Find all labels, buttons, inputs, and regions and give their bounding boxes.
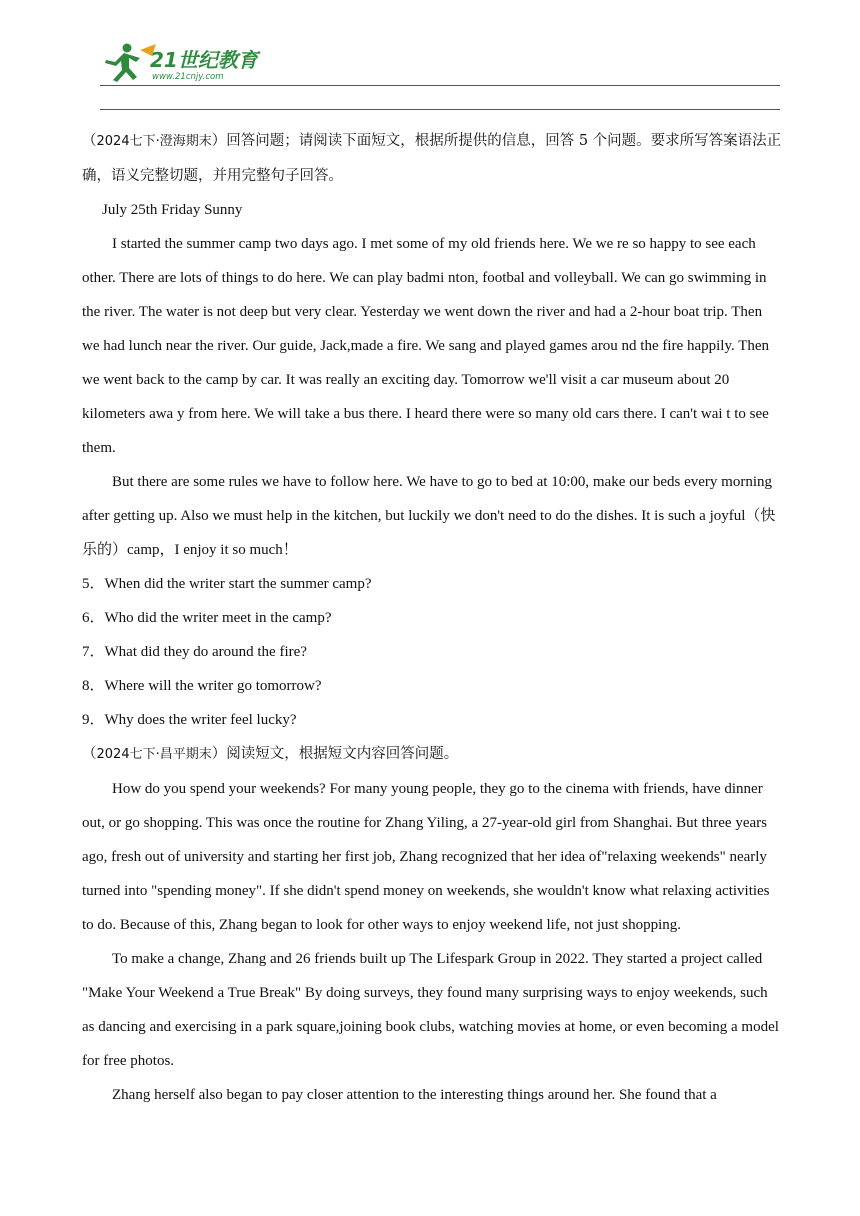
document-body	[82, 124, 782, 1112]
passage2-paragraph: How do you spend your weekends? For many young people, they go to the cinema with friends, have dinner out, or go shopping. This was once the routine for Zhang Yiling, a 27-year-old girl from Shanghai. But three years ago, fresh out of university and starting her first job, Zhang recognized that her idea of"relaxing weekends" nearly turned into "spending money". If she didn't spend money on weekends, she wouldn't know what relaxing activities to do. Because of this, Zhang began to look for other ways to enjoy weekend life, not just shopping.	[82, 781, 770, 933]
passage2-source: （2024七下·昌平期末）阅读短文，根据短文内容回答问题。	[82, 746, 459, 762]
passage1-source: （2024七下·澄海期末）回答问题；请阅读下面短文，根据所提供的信息，回答 5 个问题。要求所写答案语法正确，语义完整切题，并用完整句子回答。	[82, 133, 782, 184]
passage1-paragraph: But there are some rules we have to follow here. We have to go to bed at 10:00, make our beds every morning after getting up. Also we must help in the kitchen, but luckily we don't need to do the dishes. It is such a joyful（快乐的）camp，I enjoy it so much！	[82, 474, 776, 558]
question: 6．Who did the writer meet in the camp?	[82, 610, 332, 626]
question: 5．When did the writer start the summer camp?	[82, 576, 372, 592]
question: 8．Where will the writer go tomorrow?	[82, 678, 322, 694]
header-rule	[100, 85, 780, 86]
source-tag: 2024七下·澄海期末	[96, 134, 212, 149]
header-rule-lower	[100, 109, 780, 110]
diary-date: July 25th Friday Sunny	[102, 202, 243, 218]
logo-text: 21世纪教育	[150, 48, 258, 72]
passage2-paragraph: To make a change, Zhang and 26 friends built up The Lifespark Group in 2022. They started a project called "Make Your Weekend a True Break" By doing surveys, they found many surprising ways to enjoy weekends, such as dancing and exercising in a park square,joining book clubs, watching movies at home, or even becoming a model for free photos.	[82, 951, 779, 1069]
passage2-paragraph: Zhang herself also began to pay closer attention to the interesting things around her. She found that a	[112, 1087, 717, 1103]
source-tag: 2024七下·昌平期末	[96, 747, 212, 762]
passage1-paragraph: I started the summer camp two days ago. I met some of my old friends here. We we re so happy to see each other. There are lots of things to do here. We can play badmi nton, footbal and volleyball. We can go swimming in the river. The water is not deep but very clear. Yesterday we went down the river and had a 2-hour boat trip. Then we had lunch near the river. Our guide, Jack,made a fire. We sang and played games arou nd the fire happily. Then we went back to the camp by car. It was really an exciting day. Tomorrow we'll visit a car museum about 20 kilometers awa y from here. We will take a bus there. I heard there were so many old cars there. I can't wai t to see them.	[82, 236, 770, 456]
question: 7．What did they do around the fire?	[82, 644, 307, 660]
21cnjy-logo	[100, 40, 280, 86]
question: 9．Why does the writer feel lucky?	[82, 712, 297, 728]
logo-url: www.21cnjy.com	[152, 72, 224, 82]
runner-icon	[105, 44, 156, 83]
